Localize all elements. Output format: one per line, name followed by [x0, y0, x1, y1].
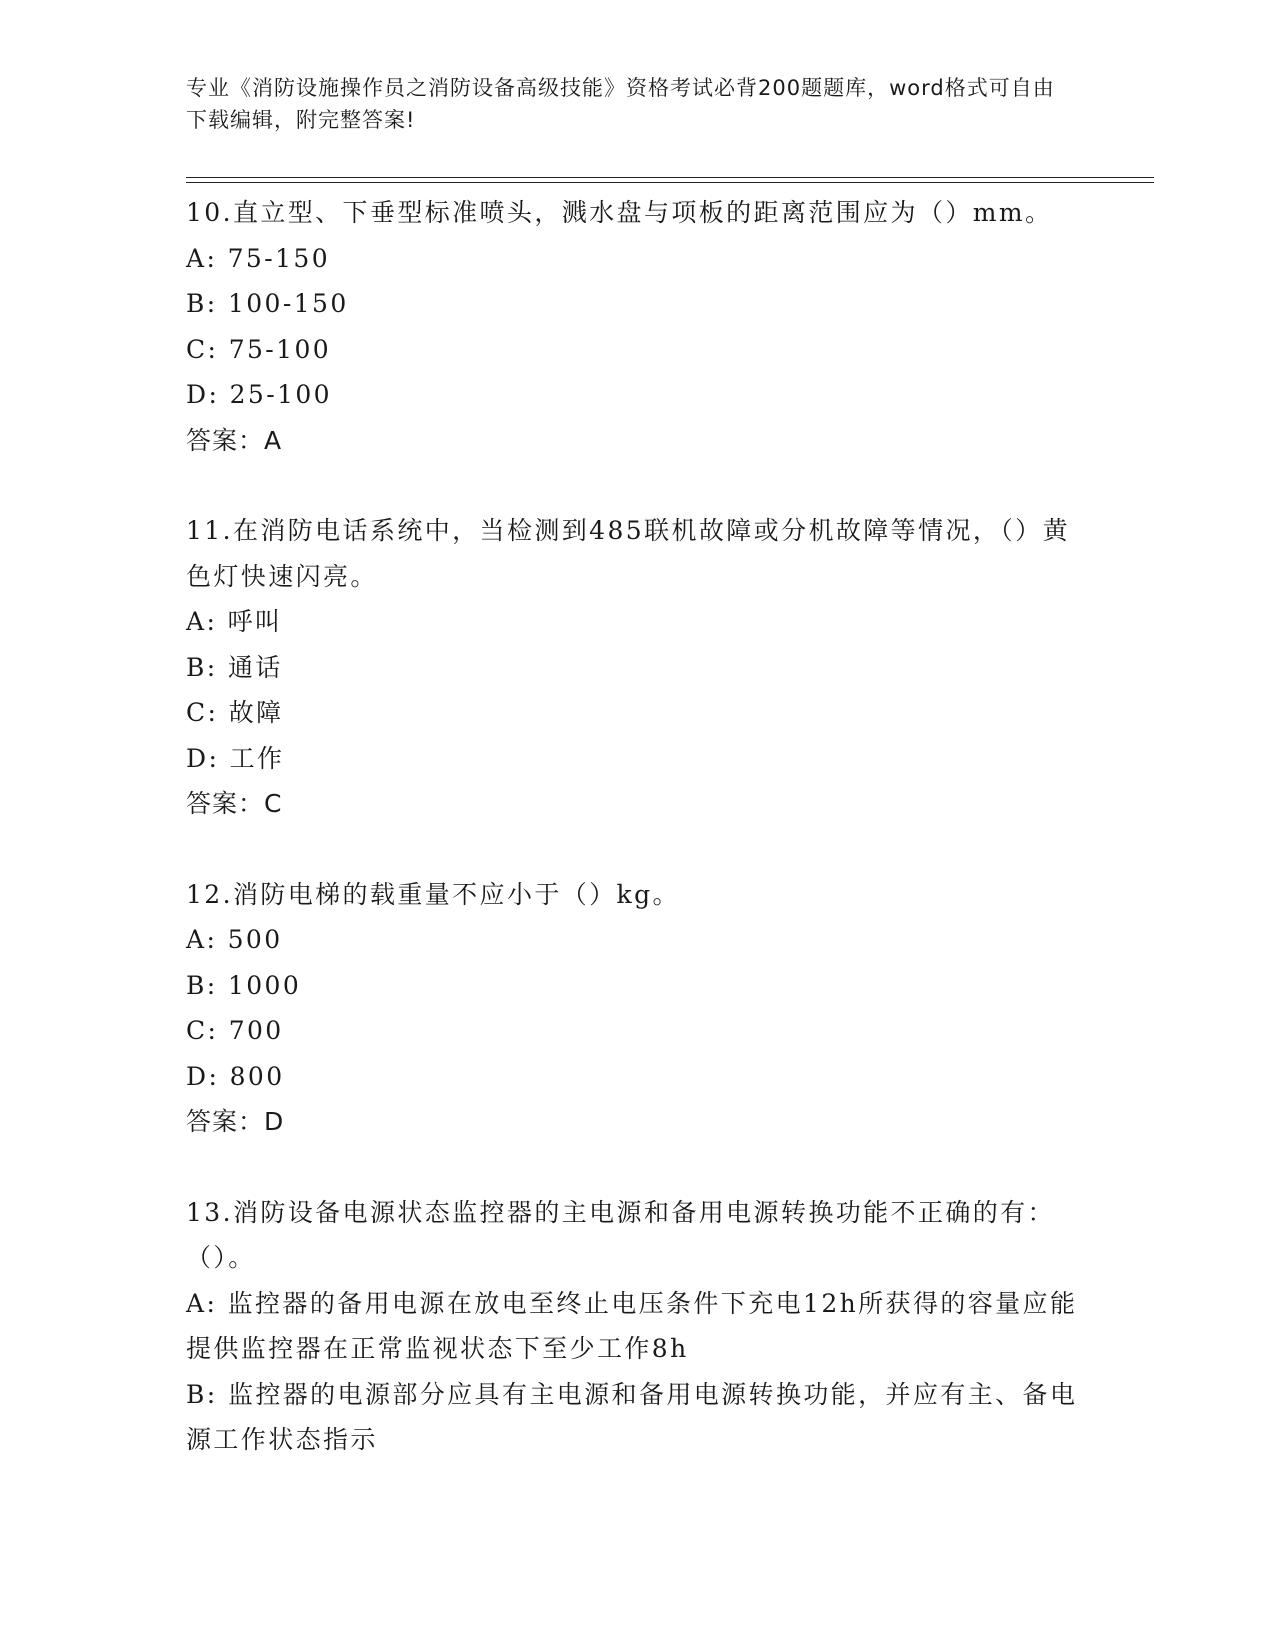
option-a: A: 监控器的备用电源在放电至终止电压条件下充电12h所获得的容量应能提供监控器在正常监视状态下至少工作8h	[186, 1288, 1078, 1363]
answer: 答案：D	[186, 1107, 285, 1136]
spacer	[186, 827, 1086, 872]
header-divider-top	[186, 177, 1154, 178]
spacer	[186, 1145, 1086, 1190]
question-13	[186, 1190, 1086, 1463]
option-a: A: 75-150	[186, 243, 330, 273]
question-10	[186, 190, 1086, 463]
answer: 答案：A	[186, 425, 283, 455]
option-b: B: 通话	[186, 652, 283, 682]
spacer	[186, 463, 1086, 508]
option-c: C: 700	[186, 1016, 284, 1045]
question-11	[186, 508, 1086, 827]
option-b: B: 1000	[186, 970, 302, 1000]
option-a: A: 呼叫	[186, 607, 283, 636]
option-d: D: 25-100	[186, 380, 332, 409]
option-b: B: 100-150	[186, 289, 349, 318]
option-a: A: 500	[186, 925, 283, 954]
option-c: C: 故障	[186, 698, 284, 727]
question-stem: 13.消防设备电源状态监控器的主电源和备用电源转换功能不正确的有：（）。	[186, 1197, 1055, 1272]
option-d: D: 800	[186, 1061, 285, 1091]
document-intro: 专业《消防设施操作员之消防设备高级技能》资格考试必背200题题库，word格式可自由下载编辑，附完整答案!	[186, 76, 1055, 132]
question-stem: 10.直立型、下垂型标准喷头，溅水盘与项板的距离范围应为（）mm。	[186, 198, 1053, 227]
answer: 答案：C	[186, 789, 283, 818]
question-list	[186, 190, 1086, 1463]
question-stem: 11.在消防电话系统中，当检测到485联机故障或分机故障等情况，（）黄色灯快速闪亮。	[186, 516, 1070, 591]
question-stem: 12.消防电梯的载重量不应小于（）kg。	[186, 879, 680, 909]
header-divider-bottom	[186, 182, 1154, 183]
option-d: D: 工作	[186, 743, 285, 773]
question-12	[186, 872, 1086, 1145]
option-c: C: 75-100	[186, 334, 332, 364]
option-b: B: 监控器的电源部分应具有主电源和备用电源转换功能，并应有主、备电源工作状态指示	[186, 1379, 1078, 1454]
